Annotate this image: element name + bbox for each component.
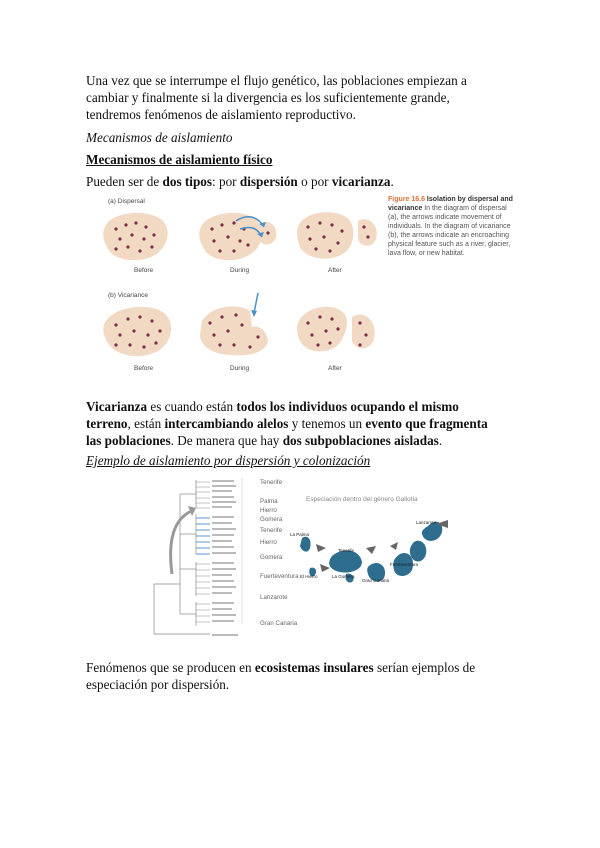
stage-before-b: Before — [134, 365, 154, 372]
row-label-vicariance: (b) Vicariance — [108, 292, 148, 299]
tree-label-tenerife-1: Tenerife — [260, 479, 283, 486]
insular-paragraph: Fenómenos que se producen en ecosistemas insulares serían ejemplos de especiación por dispersión. — [86, 660, 476, 692]
map-label-gran-canaria: Gran Canaria — [362, 578, 390, 583]
map-label-la-palma: La Palma — [290, 532, 310, 537]
stage-after-b: After — [328, 365, 342, 372]
dispersal-vicariance-diagram — [102, 195, 392, 375]
heading-mechanisms: Mecanismos de aislamiento — [86, 130, 233, 145]
tree-label-gran-canaria: Gran Canaria — [260, 620, 298, 627]
tree-label-gomera-1: Gomera — [260, 516, 283, 523]
tree-label-palma: Palma — [260, 498, 278, 505]
stage-after-a: After — [328, 267, 342, 274]
types-paragraph: Pueden ser de dos tipos: por dispersión o por vicarianza. — [86, 174, 394, 189]
tree-label-gomera-2: Gomera — [260, 554, 283, 561]
tree-label-lanzarote: Lanzarote — [260, 594, 288, 601]
stage-during-a: During — [230, 267, 250, 274]
tree-label-tenerife-2: Tenerife — [260, 527, 283, 534]
tree-label-hierro-2: Hierro — [260, 539, 277, 546]
row-label-dispersal: (a) Dispersal — [108, 198, 145, 205]
map-label-la-gomera: La Gomera — [332, 574, 355, 579]
map-label-tenerife: Tenerife — [338, 548, 355, 553]
map-label-lanzarote: Lanzarote — [416, 520, 437, 525]
map-label-el-hierro: El Hierro — [300, 574, 318, 579]
heading-example: Ejemplo de aislamiento por dispersión y colonización — [86, 453, 371, 468]
gallotia-title: Especiación dentro del género Gallotia — [306, 496, 418, 503]
figure-caption: Figure 16.6 Isolation by dispersal and vicariance In the diagram of dispersal (a), the arrows indicate movement of individuals. In the diagram of vicariance (b), the arrows indicate an encroaching physical feature such as a river, glacier, lava flow, or new habitat. — [388, 196, 513, 257]
stage-during-b: During — [230, 365, 250, 372]
map-label-fuerteventura: Fuerteventura — [390, 562, 419, 567]
tree-label-hierro-1: Hierro — [260, 507, 277, 514]
intro-paragraph: Una vez que se interrumpe el flujo genético, las poblaciones empiezan a cambiar y finalmente si la divergencia es los suficientemente grande, tendremos fenómenos de aislamiento reproductivo. — [86, 73, 467, 122]
heading-physical-mechanisms: Mecanismos de aislamiento físico — [86, 152, 273, 167]
vicariance-paragraph: Vicarianza es cuando están todos los individuos ocupando el mismo terreno, están intercambiando alelos y tenemos un evento que fragmenta las poblaciones. De manera que hay dos subpoblaciones aisladas. — [86, 399, 488, 448]
tree-label-fuerteventura: Fuerteventura — [260, 573, 299, 580]
stage-before-a: Before — [134, 267, 154, 274]
gallotia-figure — [150, 474, 460, 644]
